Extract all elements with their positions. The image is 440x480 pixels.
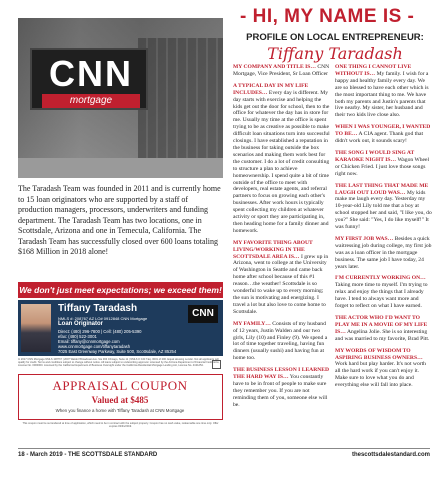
answer: Every day is different. My day starts with exercise and helping the kids get out the door for school, then to the office for whatever the day has in store for me. Usually my time at the office is spent trying to be as creative as possible to make difficult loan situations turn into successful closings. I have established a reputation in the business for taking outside the box scenarios and making them work best for the customer. I do a lot of credit consulting to structure a plan to achieve homeownership. I spend quite a bit of time outside of the office to meet with developers, real estate agents, and referral partners to focus on growing each other's businesses. After work hours is typically spent collecting my children at whatever activity or sport they are participating in, then heading home for a family dinner and homework. — [233, 89, 330, 234]
answer: CNN Mortgage, Vice President, Sr Loan Officer — [233, 64, 330, 77]
appraisal-coupon — [18, 374, 223, 420]
question: A TYPICAL DAY IN MY LIFE INCLUDES… — [233, 82, 309, 96]
sign-subtitle: mortgage — [42, 94, 140, 108]
answer: Wagon Wheel or Chicken Fried. I just love those songs right now. — [335, 156, 430, 177]
qa-block — [335, 348, 432, 389]
question: MY FAVORITE THING ABOUT LIVING/WORKING IN THE SCOTTSDALE AREA IS… — [233, 239, 313, 260]
office-building-photo — [18, 18, 223, 178]
profile-subhead: PROFILE ON LOCAL ENTREPRENEUR: — [246, 32, 424, 43]
profile-column-1 — [233, 64, 330, 414]
qa-block — [335, 315, 432, 343]
qa-block — [335, 275, 432, 310]
ground-strip — [18, 158, 223, 178]
answer: You constantly have to be in front of people to make sure they remember you. If you are not reminding them of you, someone else will be. — [233, 374, 328, 408]
address-line-1: 7025 East Greenway Parkway, Suite 500 — [58, 349, 135, 354]
qa-block — [335, 150, 432, 178]
question: THE ACTOR WHO I'D WANT TO PLAY ME IN A MOVIE OF MY LIFE IS… — [335, 315, 428, 335]
logo-text: CNN — [192, 308, 214, 319]
officer-portrait — [21, 304, 51, 352]
answer: Work hard but play harder. It's not worth all the hard work if you can't enjoy it. Make sure to love what you do and everything else will fall into place. — [335, 361, 426, 389]
question: MY FAMILY… — [233, 320, 271, 327]
website-link[interactable]: thescottsdalestandard.com — [351, 452, 430, 458]
answer: My kids make me laugh every day. Yesterday my 10-year-old Lily told me that a boy at school stopped her and said, "I like you, do you?" She said: "Yes, I do like myself!" It was funny! — [335, 189, 432, 231]
address-line-2: Scottsdale, AZ 85254 — [136, 349, 177, 354]
licensing-fine-print: In 2017 CNN Mortgage NMLS 108767 | 2007 Waldorf Broadcast Ave. Ste 304 Chicago, Suite 11 | NMLS #: 1017 Eq. 0001 of 200. Equal Housing Lender. Not all applicants will qualify for credit. Terms and conditions subject to change without notice. All loans subject to underwriting approval. Licensed by the Arizona Department of Financial Institutions, License No. 0000000. Licensed by the California Department of Business Oversight under the California Residential Mortgage Lending Act, License No. 4131254. — [18, 358, 220, 367]
building-sign-logo — [30, 48, 148, 110]
question: THE BUSINESS LESSON I LEARNED THE HARD WAY IS… — [233, 367, 330, 381]
question: THE SONG I WOULD SING AT KARAOKE NIGHT IS… — [335, 149, 415, 163]
coupon-title: APPRAISAL COUPON — [52, 378, 188, 393]
question: ONE THING I CANNOT LIVE WITHOUT IS… — [335, 64, 412, 77]
question: I'M CURRENTLY WORKING ON… — [335, 275, 426, 282]
officer-address: 7025 East Greenway Parkway, Suite 500, Scottsdale, AZ 85254 — [58, 349, 177, 354]
signature-name: Tiffany Taradash — [267, 44, 403, 63]
coupon-value: Valued at $485 — [91, 395, 149, 405]
qa-block — [335, 183, 432, 231]
question: WHEN I WAS YOUNGER, I WANTED TO BE… — [335, 124, 431, 138]
qa-block — [335, 236, 432, 271]
answer: My family. I wish for a happy and healthy family every day. We are so blessed to have each other which is the most important thing to me. We have both my parents and Justin's parents that live nearby. My sister, her husband and their two kids live close also. — [335, 70, 429, 119]
company-name: CNN Mortgage — [120, 316, 148, 321]
section-kicker: - HI, MY NAME IS - — [240, 6, 415, 27]
cnn-logo — [188, 305, 218, 323]
answer: A CIA agent. Thank god that didn't work out, it sounds scary! — [335, 131, 424, 145]
question: MY FIRST JOB WAS… — [335, 235, 394, 242]
qa-block — [335, 64, 432, 119]
ad-tagline-banner: We don't just meet expectations; we exceed them! — [18, 282, 223, 298]
nmls-number: NMLS #: 208767 AZ LO# 0912848 — [58, 316, 120, 321]
coupon-fine-print: This coupon must be surrendered at time of application, which need to be in contract with the subject property. Coupon has no cash value, redeemable one time only. Offer expires 03/31/2019. — [22, 422, 219, 428]
question: THE LAST THING THAT MADE ME LAUGH OUT LOUD WAS… — [335, 182, 429, 196]
question: MY WORDS OF WISDOM TO ASPIRING BUSINESS OWNERS… — [335, 347, 423, 361]
sign-brand: CNN — [49, 53, 133, 94]
officer-website: www.cnnmortgage.com/tiffanytaradash — [58, 344, 131, 349]
officer-role: Loan Originator — [58, 321, 103, 327]
coupon-terms: When you finance a home with Tiffany Taradash at CNN Mortgage — [55, 408, 185, 413]
page-folio: 18 - March 2019 - THE SCOTTSDALE STANDARD — [18, 452, 158, 458]
equal-housing-icon — [212, 360, 221, 369]
officer-email: Email: tiffany@cnnmortgage.com — [58, 339, 120, 344]
loan-officer-card — [18, 300, 223, 356]
question: MY COMPANY AND TITLE IS… — [233, 64, 316, 70]
answer: Angelina Jolie. She is so interesting and was married to my favorite, Brad Pitt. — [335, 328, 430, 342]
officer-efax: efax: (480) 522-3001 — [58, 334, 97, 339]
building-windows — [138, 38, 223, 158]
footer-rule — [18, 448, 430, 449]
qa-block — [335, 124, 432, 145]
answer: Consists of my husband of 12 years, Justin Walden and our two girls, Lily (10) and Finley (9). We spend a lot of time together traveling, having fun dinners (usually sushi) and having fun at home too. — [233, 320, 328, 362]
answer: Besides a quick waitressing job during college, my first job was as a loan officer in the mortgage business. The same job I have today, 24 years later. — [335, 235, 432, 270]
qa-block — [233, 240, 330, 316]
profile-column-2 — [335, 64, 432, 394]
answer: Taking more time to myself. I'm trying to relax and enjoy the things that I already have. I tend to always want more and forget to reflect on what I have earned. — [335, 282, 428, 310]
officer-phone: Direct: (480) 296-7800 | Cell: (480) 205-5390 — [58, 329, 142, 334]
cnn-mortgage-ad — [18, 18, 223, 446]
officer-name: Tiffany Taradash — [58, 303, 138, 314]
qa-block — [233, 83, 330, 235]
answer: I grew up in Arizona, went to college at the University of Washington in Seattle and came back home after school because of this #1 reason…the weather! Scottsdale is so wonderful to wake up to every morning; the sun is motivating and energizing. I travel a lot but also love to come home to Scottsdale. — [233, 253, 329, 315]
ad-intro-text: The Taradash Team was founded in 2011 and is currently home to 15 loan originators who are supported by a staff of production managers, processors, underwriters and funding department. The Taradash Team has two locations, one in Scottsdale, Arizona and one in Temecula, California. The Taradash Team has successfully closed over 600 loans totaling $168 Million in 2018 alone! — [18, 184, 221, 256]
qa-block — [233, 367, 330, 408]
qa-block — [233, 64, 330, 78]
qa-block — [233, 321, 330, 362]
